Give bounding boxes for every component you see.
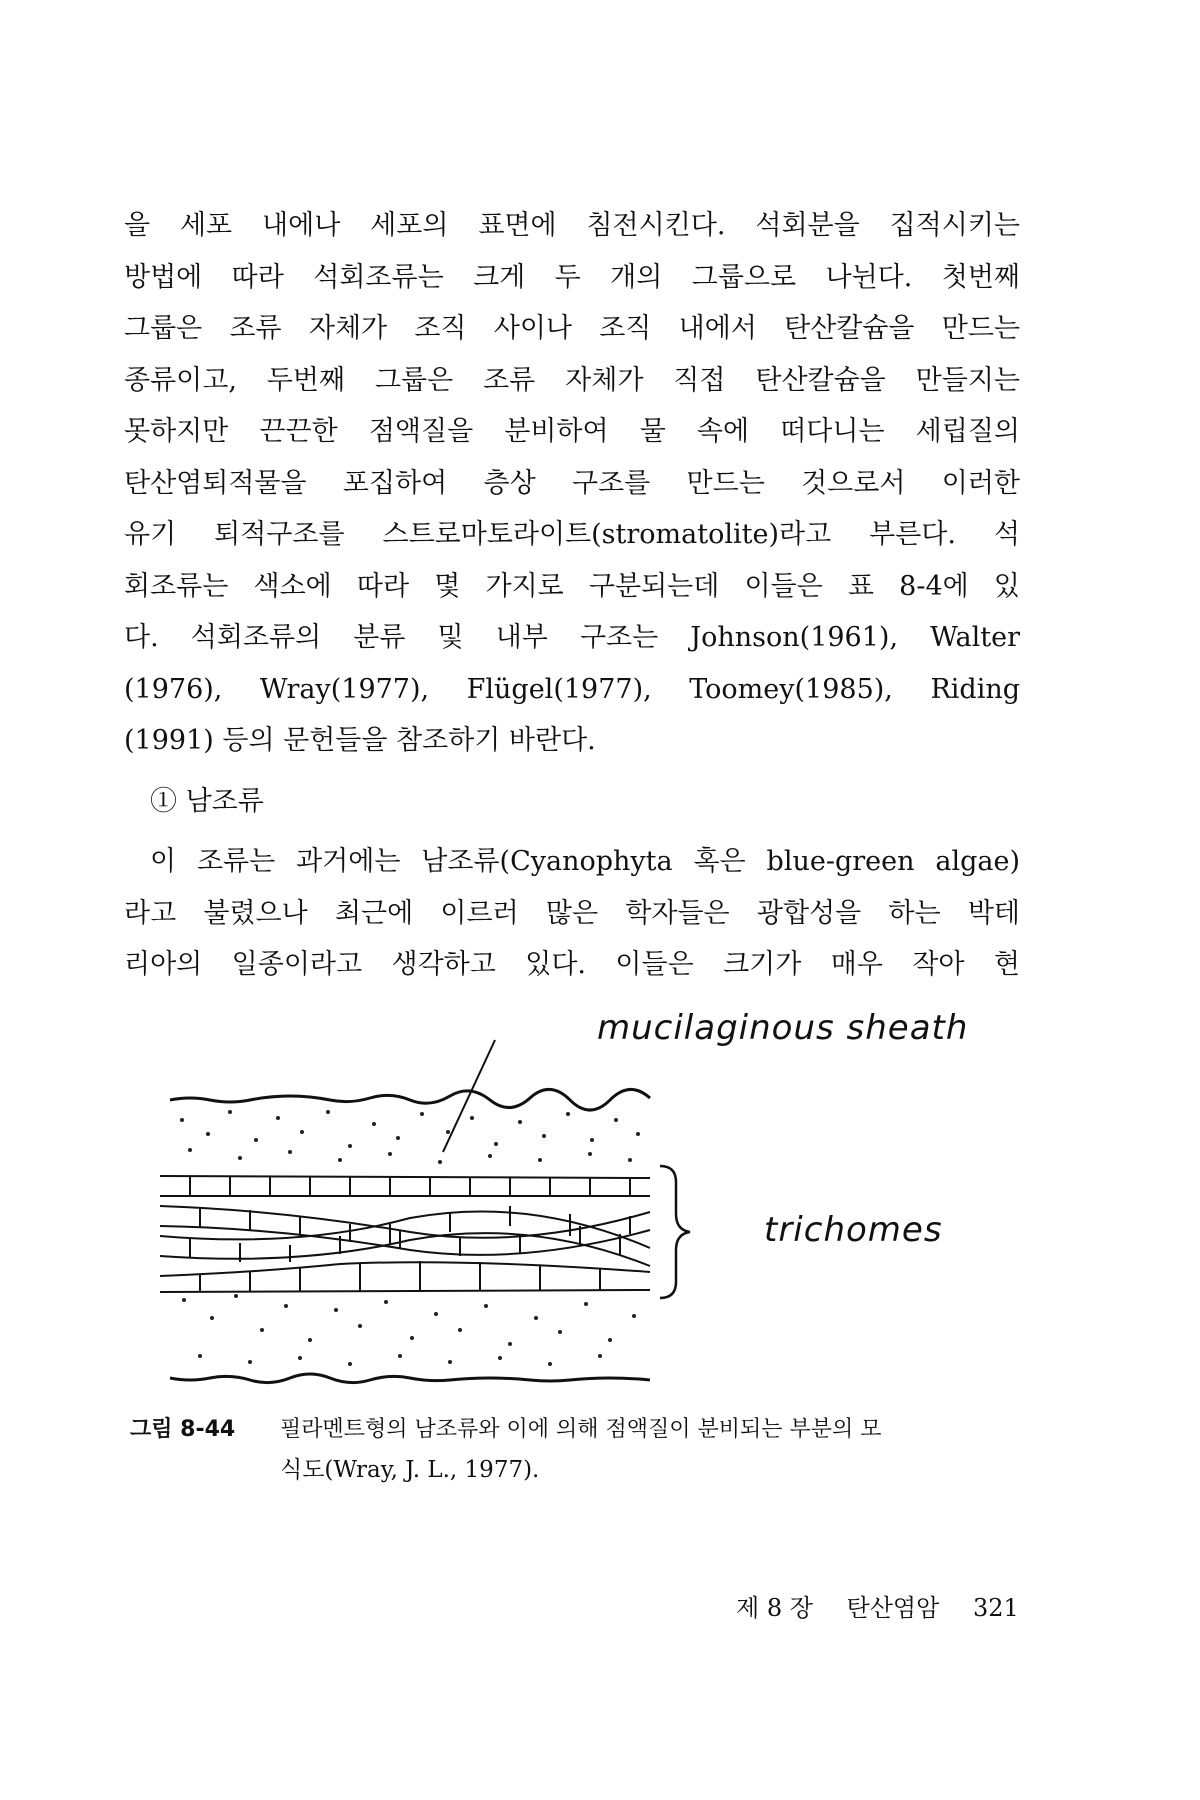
figure-8-44 xyxy=(160,1000,1020,1400)
text-line: (1976), Wray(1977), Flügel(1977), Toomey(1985), Riding xyxy=(124,673,1020,705)
page-footer xyxy=(736,1588,1019,1623)
text-line: 이 조류는 과거에는 남조류(Cyanophyta 혹은 blue-green algae) xyxy=(150,846,1020,877)
caption-line: 필라멘트형의 남조류와 이에 의해 점액질이 분비되는 부분의 모 xyxy=(280,1417,882,1442)
chapter-label: 제 8 장 xyxy=(736,1594,813,1622)
chapter-title: 탄산염암 xyxy=(846,1594,940,1622)
sheath-top-boundary xyxy=(170,1089,650,1110)
text-line: 탄산염퇴적물을 포집하여 층상 구조를 만드는 것으로서 이러한 xyxy=(124,467,1020,499)
paragraph-2 xyxy=(124,836,1020,991)
caption-line: 식도(Wray, J. L., 1977). xyxy=(280,1457,540,1483)
sheath-stipple xyxy=(180,1110,640,1366)
trichome-cells xyxy=(190,1177,630,1292)
trichome-brace xyxy=(660,1166,690,1298)
text-line: 을 세포 내에나 세포의 표면에 침전시킨다. 석회분을 집적시키는 xyxy=(124,210,1020,241)
text-line: 다. 석회조류의 분류 및 내부 구조는 Johnson(1961), Walter xyxy=(124,622,1020,653)
section-subheading: ① 남조류 xyxy=(150,786,264,817)
paragraph-1 xyxy=(124,200,1020,767)
sheath-bottom-boundary xyxy=(170,1374,650,1383)
text-line: (1991) 등의 문헌들을 참조하기 바란다. xyxy=(124,725,596,756)
text-line: 회조류는 색소에 따라 몇 가지로 구분되는데 이들은 표 8-4에 있 xyxy=(124,570,1020,602)
text-line: 라고 불렸으나 최근에 이르러 많은 학자들은 광합성을 하는 박테 xyxy=(124,897,1020,929)
label-trichomes: trichomes xyxy=(764,1210,943,1250)
page-number: 321 xyxy=(972,1594,1019,1622)
algae-diagram xyxy=(160,1000,1020,1400)
text-line: 리아의 일종이라고 생각하고 있다. 이들은 크기가 매우 작아 현 xyxy=(124,949,1020,980)
text-line: 그룹은 조류 자체가 조직 사이나 조직 내에서 탄산칼슘을 만드는 xyxy=(124,313,1020,344)
text-line: 유기 퇴적구조를 스트로마토라이트(stromatolite)라고 부른다. 석 xyxy=(124,519,1020,550)
trichome-filaments xyxy=(160,1176,650,1292)
text-line: 방법에 따라 석회조류는 크게 두 개의 그룹으로 나뉜다. 첫번째 xyxy=(124,261,1020,293)
text-line: 종류이고, 두번째 그룹은 조류 자체가 직접 탄산칼슘을 만들지는 xyxy=(124,364,1020,396)
text-line: 못하지만 끈끈한 점액질을 분비하여 물 속에 떠다니는 세립질의 xyxy=(124,416,1020,447)
caption-number: 그림 8-44 xyxy=(130,1417,236,1442)
label-mucilaginous-sheath: mucilaginous sheath xyxy=(597,1008,969,1048)
